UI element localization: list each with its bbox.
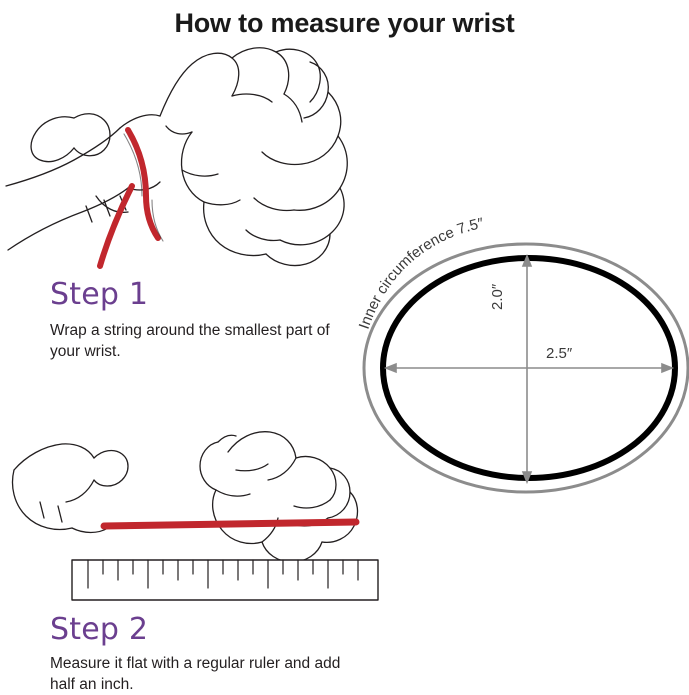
measuring-string-icon — [100, 130, 158, 266]
height-label: 2.0″ — [489, 283, 506, 310]
page-title: How to measure your wrist — [174, 8, 515, 38]
width-label: 2.5″ — [546, 345, 573, 362]
hand-with-ruler-icon — [13, 432, 358, 562]
step-1-label: Step 1 — [50, 277, 149, 312]
hand-with-string-icon — [6, 48, 347, 266]
measuring-string-straight-icon — [104, 522, 356, 526]
circumference-label: Inner circumference 7.5″ — [355, 214, 486, 332]
step-1-text: Wrap a string around the smallest part of your wrist. — [50, 322, 330, 360]
step-2-label: Step 2 — [50, 612, 149, 647]
step-2-text: Measure it flat with a regular ruler and add half an inch. — [50, 655, 341, 693]
ruler-icon — [72, 560, 378, 600]
